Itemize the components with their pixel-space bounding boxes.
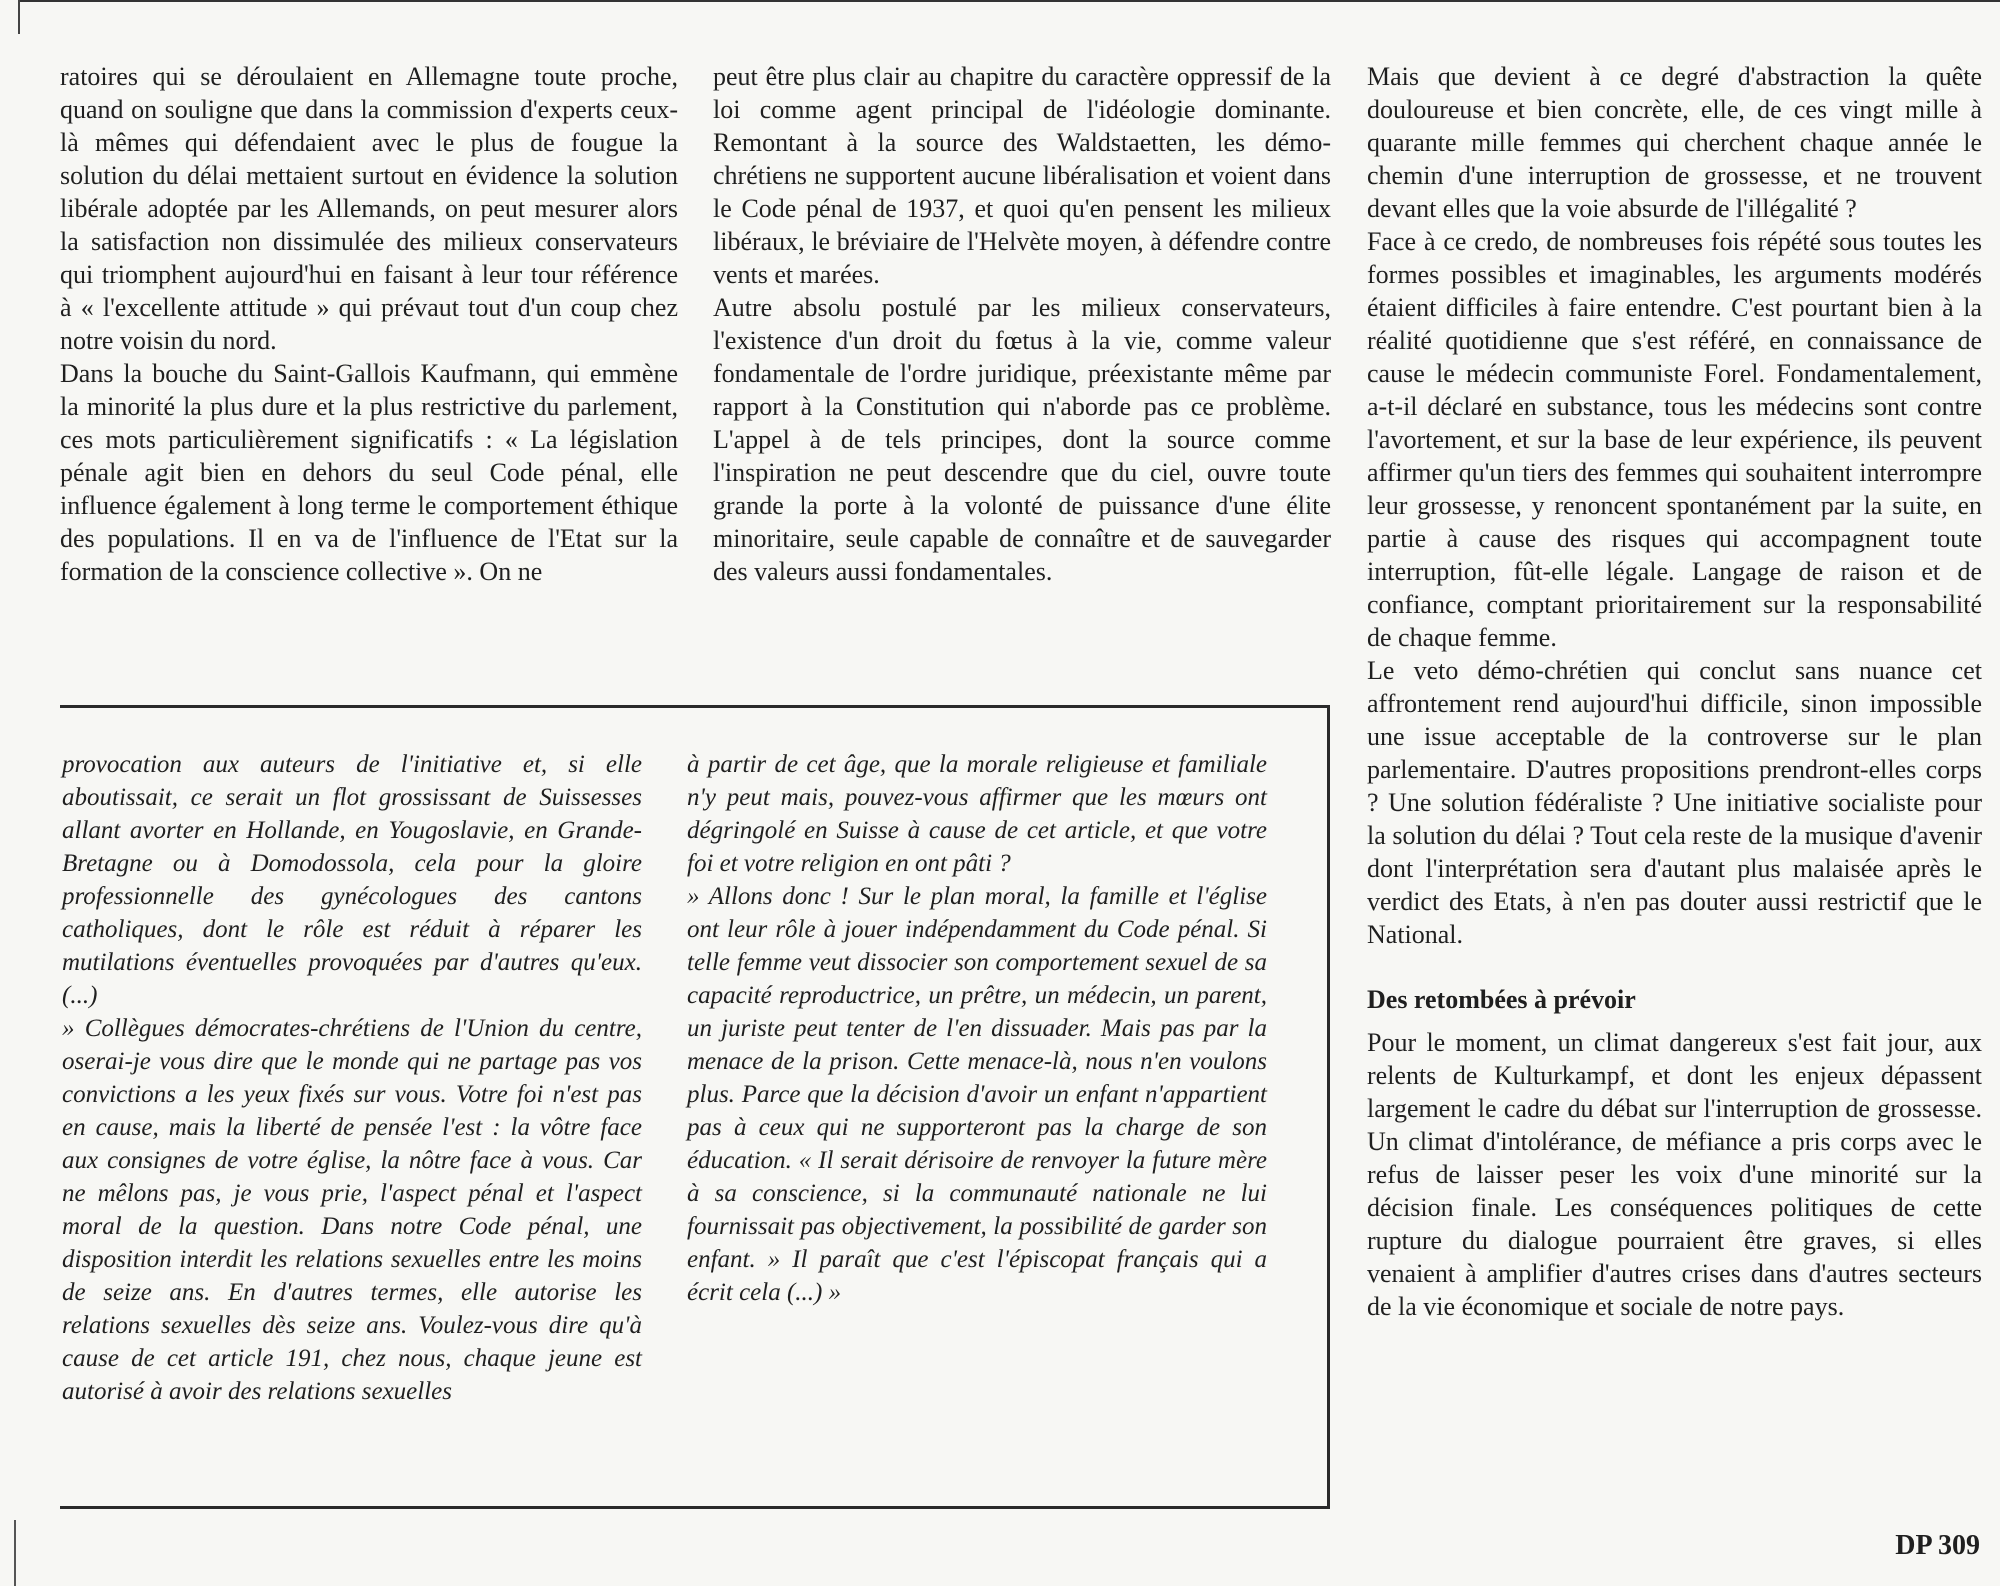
quote-column-2	[687, 748, 1267, 1309]
page-number: DP 309	[1895, 1530, 1980, 1561]
page-edge-mark	[14, 1520, 16, 1586]
text-column-3	[1367, 60, 1982, 1323]
quote-paragraph: » Allons donc ! Sur le plan moral, la famille et l'église ont leur rôle à jouer indépendamment du Code pénal. Si telle femme veut dissocier son comportement sexuel de sa capacité reproductrice, un prêtre, un médecin, un parent, un juriste peut tenter de l'en dissuader. Mais pas par la menace de la prison. Cette menace-là, nous n'en voulons plus. Parce que la décision d'avoir un enfant n'appartient pas à ceux qui ne supporteront pas la charge de son éducation. « Il serait dérisoire de renvoyer la future mère à sa conscience, si la communauté nationale ne lui fournissait pas objectivement, la possibilité de garder son enfant. » Il paraît que c'est l'épiscopat français qui a écrit cela (...) »	[687, 883, 1267, 1306]
section-heading: Des retombées à prévoir	[1367, 985, 1636, 1014]
paragraph: ratoires qui se déroulaient en Allemagne toute proche, quand on souligne que dans la commission d'experts ceux-là mêmes qui défendaient avec le plus de fougue la solution du délai mettaient surtout en évidence la solution libérale adoptée par les Allemands, on peut mesurer alors la satisfaction non dissimulée des milieux conservateurs qui triomphent aujourd'hui en faisant à leur tour référence à « l'excellente attitude » qui prévaut tout d'un coup chez notre voisin du nord.	[60, 62, 678, 355]
quote-paragraph: provocation aux auteurs de l'initiative et, si elle aboutissait, ce serait un flot grossissant de Suissesses allant avorter en Hollande, en Yougoslavie, en Grande-Bretagne ou à Domodossola, cela pour la gloire professionnelle des gynécologues des cantons catholiques, dont le rôle est réduit à réparer les mutilations éventuelles provoquées par d'autres qu'eux. (...)	[62, 751, 642, 1009]
paragraph: Autre absolu postulé par les milieux conservateurs, l'existence d'un droit du fœtus à la vie, comme valeur fondamentale de l'ordre juridique, préexistante même par rapport à la Constitution qui n'aborde pas ce problème. L'appel à de tels principes, dont la source comme l'inspiration ne peut descendre que du ciel, ouvre toute grande la porte à la volonté de puissance d'une élite minoritaire, seule capable de connaître et de sauvegarder des valeurs aussi fondamentales.	[713, 293, 1331, 586]
top-rule	[20, 0, 2000, 2]
text-column-2	[713, 60, 1331, 588]
quote-column-1	[62, 748, 642, 1408]
paragraph: peut être plus clair au chapitre du caractère oppressif de la loi comme agent principal de l'idéologie dominante. Remontant à la source des Waldstaetten, les démo-chrétiens ne supportent aucune libéralisation et voient dans le Code pénal de 1937, et quoi qu'en pensent les milieux libéraux, le bréviaire de l'Helvète moyen, à défendre contre vents et marées.	[713, 62, 1331, 289]
quote-paragraph: à partir de cet âge, que la morale religieuse et familiale n'y peut mais, pouvez-vous affirmer que les mœurs ont dégringolé en Suisse à cause de cet article, et que votre foi et votre religion en ont pâti ?	[687, 751, 1267, 877]
text-column-1	[60, 60, 678, 588]
paragraph: Le veto démo-chrétien qui conclut sans nuance cet affrontement rend aujourd'hui difficile, sinon impossible une issue acceptable de la controverse sur le plan parlementaire. D'autres propositions prendront-elles corps ? Une solution fédéraliste ? Une initiative socialiste pour la solution du délai ? Tout cela reste de la musique d'avenir dont l'interprétation sera d'autant plus malaisée après le verdict des Etats, à n'en pas douter aussi restrictif que le National.	[1367, 656, 1982, 949]
paragraph: Dans la bouche du Saint-Gallois Kaufmann, qui emmène la minorité la plus dure et la plus restrictive du parlement, ces mots particulièrement significatifs : « La législation pénale agit bien en dehors du seul Code pénal, elle influence également à long terme le comportement éthique des populations. Il en va de l'influence de l'Etat sur la formation de la conscience collective ». On ne	[60, 359, 678, 586]
page-edge-mark	[18, 0, 20, 34]
paragraph: Pour le moment, un climat dangereux s'est fait jour, aux relents de Kulturkampf, et dont les enjeux dépassent largement le cadre du débat sur l'interruption de grossesse. Un climat d'intolérance, de méfiance a pris corps avec le refus de laisser peser les voix d'une minorité sur la décision finale. Les conséquences politiques de cette rupture du dialogue pourraient être graves, si elles venaient à amplifier d'autres crises dans d'autres secteurs de la vie économique et sociale de notre pays.	[1367, 1028, 1982, 1321]
quote-paragraph: » Collègues démocrates-chrétiens de l'Union du centre, oserai-je vous dire que le monde qui ne partage pas vos convictions a les yeux fixés sur vous. Votre foi n'est pas en cause, mais la liberté de pensée l'est : la vôtre face aux consignes de votre église, la nôtre face à vous. Car ne mêlons pas, je vous prie, l'aspect pénal et l'aspect moral de la question. Dans notre Code pénal, une disposition interdit les relations sexuelles entre les moins de seize ans. En d'autres termes, elle autorise les relations sexuelles dès seize ans. Voulez-vous dire qu'à cause de cet article 191, chez nous, chaque jeune est autorisé à avoir des relations sexuelles	[62, 1015, 642, 1405]
paragraph: Face à ce credo, de nombreuses fois répété sous toutes les formes possibles et imaginables, les arguments modérés étaient difficiles à faire entendre. C'est pourtant bien à la réalité quotidienne que s'est référé, en connaissance de cause le médecin communiste Forel. Fondamentalement, a-t-il déclaré en substance, tous les médecins sont contre l'avortement, et sur la base de leur expérience, ils peuvent affirmer qu'un tiers des femmes qui souhaitent interrompre leur grossesse, y renoncent spontanément par la suite, en partie à cause des risques qui accompagnent toute interruption, fût-elle légale. Langage de raison et de confiance, comptant prioritairement sur la responsabilité de chaque femme.	[1367, 227, 1982, 652]
paragraph: Mais que devient à ce degré d'abstraction la quête douloureuse et bien concrète, elle, de ces vingt mille à quarante mille femmes qui cherchent chaque année le chemin d'une interruption de grossesse, et ne trouvent devant elles que la voie absurde de l'illégalité ?	[1367, 62, 1982, 223]
quote-box	[60, 705, 1330, 1509]
